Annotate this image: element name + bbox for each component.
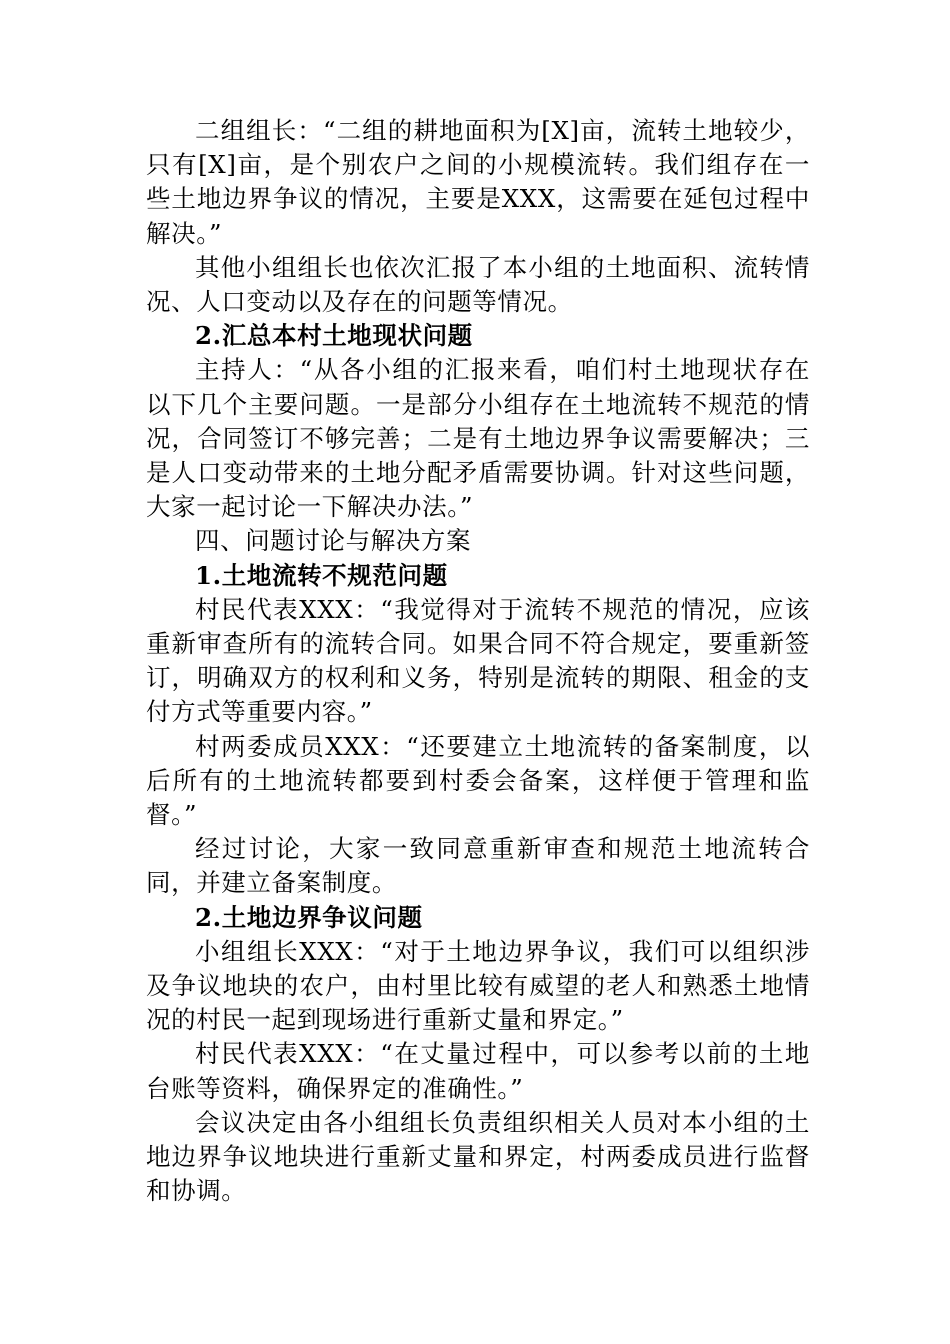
para-boundary-decision: 会议决定由各小组组长负责组织相关人员对本小组的土地边界争议地块进行重新丈量和界定，村两委成员进行监督和协调。 <box>146 1107 810 1206</box>
para-villager-rep-1: 村民代表XXX：“我觉得对于流转不规范的情况，应该重新审查所有的流转合同。如果合同不符合规定，要重新签订，明确双方的权利和义务，特别是流转的期限、租金的支付方式等重要内容。” <box>146 594 810 727</box>
para-transfer-conclusion: 经过讨论，大家一致同意重新审查和规范土地流转合同，并建立备案制度。 <box>146 834 810 898</box>
heading-section-four: 四、问题讨论与解决方案 <box>195 526 472 556</box>
para-group-leader: 小组组长XXX：“对于土地边界争议，我们可以组织涉及争议地块的农户，由村里比较有威望的老人和熟悉土地情况的村民一起到现场进行重新丈量和界定。” <box>146 936 810 1035</box>
para-villager-rep-2: 村民代表XXX：“在丈量过程中，可以参考以前的土地台账等资料，确保界定的准确性。” <box>146 1039 810 1103</box>
heading-summarize-issues: 2.汇总本村土地现状问题 <box>195 321 473 351</box>
para-committee-member: 村两委成员XXX：“还要建立土地流转的备案制度，以后所有的土地流转都要到村委会备案，这样便于管理和监督。” <box>146 731 810 830</box>
para-host-summary: 主持人：“从各小组的汇报来看，咱们村土地现状存在以下几个主要问题。一是部分小组存在土地流转不规范的情况，合同签订不够完善；二是有土地边界争议需要解决；三是人口变动带来的土地分配矛盾需要协调。针对这些问题，大家一起讨论一下解决办法。” <box>146 355 810 522</box>
para-other-leaders: 其他小组组长也依次汇报了本小组的土地面积、流转情况、人口变动以及存在的问题等情况。 <box>146 252 810 317</box>
para-group2-leader: 二组组长：“二组的耕地面积为[X]亩，流转土地较少，只有[X]亩，是个别农户之间的小规模流转。我们组存在一些土地边界争议的情况，主要是XXX，这需要在延包过程中解决。” <box>146 116 810 248</box>
heading-transfer-issue: 1.土地流转不规范问题 <box>195 560 448 590</box>
document-page <box>146 114 810 1209</box>
heading-boundary-issue: 2.土地边界争议问题 <box>195 902 423 932</box>
